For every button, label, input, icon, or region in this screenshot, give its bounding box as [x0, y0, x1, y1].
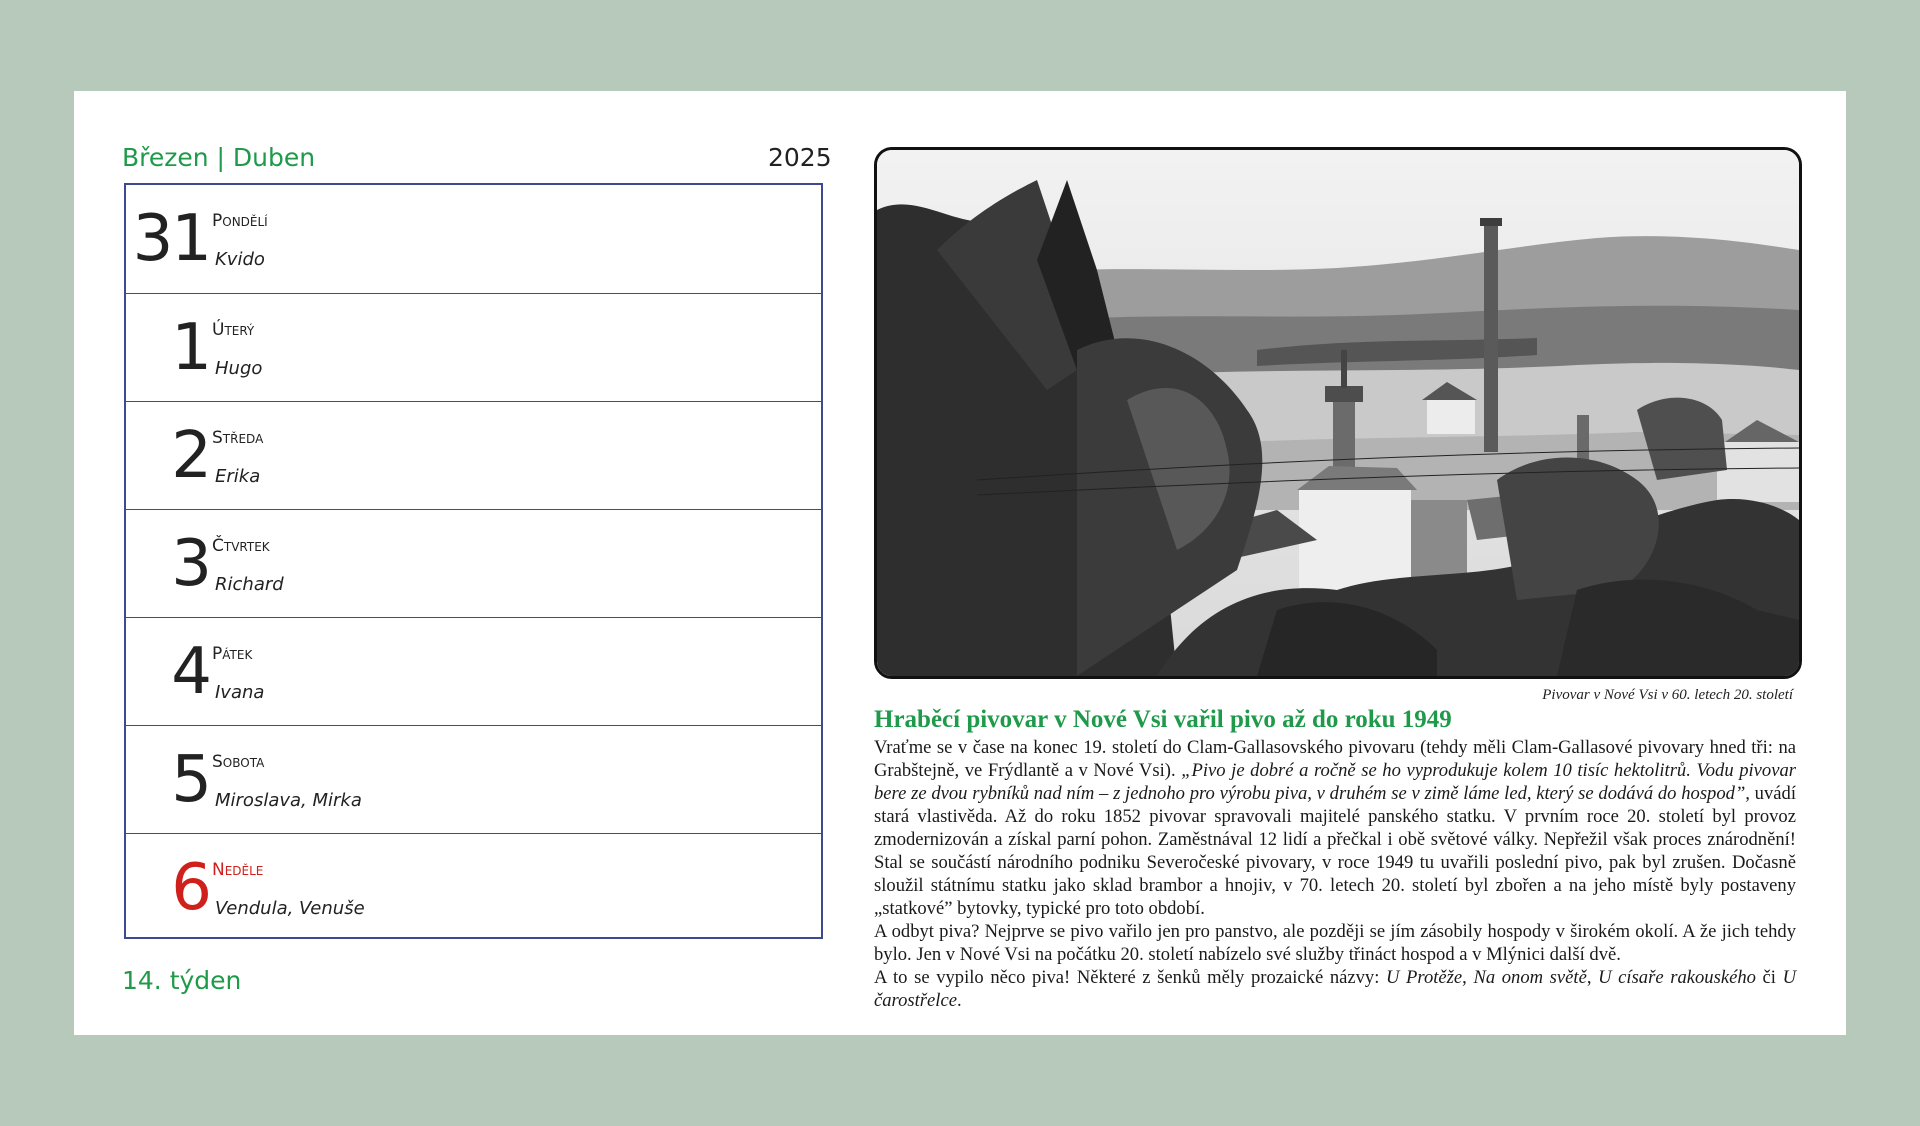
name-day: Hugo [215, 358, 263, 379]
pub-name: U čarostřelce [874, 967, 1797, 1011]
day-number: 4 [171, 635, 210, 709]
day-row-tuesday[interactable] [126, 293, 821, 401]
name-day: Kvido [215, 249, 265, 270]
day-name: Středa [212, 428, 264, 448]
day-row-friday[interactable] [126, 617, 821, 725]
name-day: Richard [215, 574, 284, 595]
paragraph-text: Vraťme se v čase na konec 19. století do Clam-Gallasovského pivovaru (tehdy měli Clam-Gallasové pivovary hned tři: na Grabštejně, ve Frýdlantě a v Nové Vsi). [874, 737, 1796, 781]
day-number: 5 [171, 743, 210, 817]
day-row-saturday[interactable] [126, 725, 821, 833]
article-body [874, 736, 1796, 1012]
separator: , [1586, 967, 1599, 988]
week-number-label: 14. týden [122, 966, 242, 995]
article-paragraph-3 [874, 966, 1796, 1012]
article-title: Hraběcí pivovar v Nové Vsi vařil pivo až do roku 1949 [874, 706, 1452, 733]
month-header: Březen | Duben [122, 143, 316, 172]
week-days-table [124, 183, 823, 939]
day-name: Čtvrtek [212, 536, 270, 556]
day-number: 2 [171, 419, 210, 493]
year-label: 2025 [768, 143, 832, 172]
day-row-thursday[interactable] [126, 509, 821, 617]
separator: či [1755, 967, 1783, 988]
day-row-monday[interactable] [126, 185, 821, 293]
paragraph-text: A to se vypilo něco piva! Některé z šenků měly prozaické názvy: [874, 967, 1387, 988]
name-day: Erika [215, 466, 261, 487]
historic-photo [874, 147, 1802, 679]
name-day: Vendula, Venuše [215, 898, 365, 919]
day-number: 6 [171, 851, 210, 925]
name-day: Miroslava, Mirka [215, 790, 362, 811]
day-number: 3 [171, 527, 210, 601]
separator: . [956, 990, 962, 1011]
day-row-sunday[interactable] [126, 833, 821, 937]
separator: , [1462, 967, 1474, 988]
brewery-photo-image [877, 150, 1799, 676]
day-number: 31 [132, 202, 210, 276]
day-name: Sobota [212, 752, 265, 772]
photo-caption: Pivovar v Nové Vsi v 60. letech 20. století [1542, 687, 1793, 703]
paragraph-text: uvádí stará vlastivěda. Až do roku 1852 pivovar spravovali majitelé panského statku. V prvním roce 20. století byl provoz zmodernizován a získal parní pohon. Zaměstnával 12 lidí a přečkal i obě světové války. Nepřežil však proces znárodnění! Stal se součástí národního podniku Severočeské pivovary, v roce 1949 tu uvařili poslední pivo, pak byl zrušen. Dočasně sloužil státnímu statku jako sklad brambor a hnojiv, v 70. letech 20. století byl zbořen a na jeho místě byly postaveny „statkové” bytovky, typické pro toto období. [874, 783, 1796, 919]
pub-name: U císaře rakouského [1598, 967, 1756, 988]
day-number: 1 [171, 311, 210, 385]
day-name: Pondělí [212, 211, 268, 231]
article-paragraph-2: A odbyt piva? Nejprve se pivo vařilo jen pro panstvo, ale později se jím zásobily hospody v širokém okolí. A že jich tehdy bylo. Jen v Nové Vsi na počátku 20. století nabízelo své služby třináct hospod a v Mlýnici další dvě. [874, 921, 1796, 965]
day-row-wednesday[interactable] [126, 401, 821, 509]
pub-name: Na onom světě [1473, 967, 1587, 988]
article-paragraph-1 [874, 736, 1796, 920]
quote-text: „Pivo je dobré a ročně se ho vyprodukuje kolem 10 tisíc hektolitrů. Vodu pivovar bere ze dvou rybníků nad ním – z jednoho pro výrobu piva, v druhém se v zimě láme led, který se dodává do hospod”, [874, 760, 1797, 804]
pub-name: U Protěže [1386, 967, 1463, 988]
calendar-page [74, 91, 1846, 1035]
day-name: Neděle [212, 860, 264, 880]
day-name: Pátek [212, 644, 253, 664]
name-day: Ivana [215, 682, 265, 703]
day-name: Úterý [212, 320, 255, 340]
